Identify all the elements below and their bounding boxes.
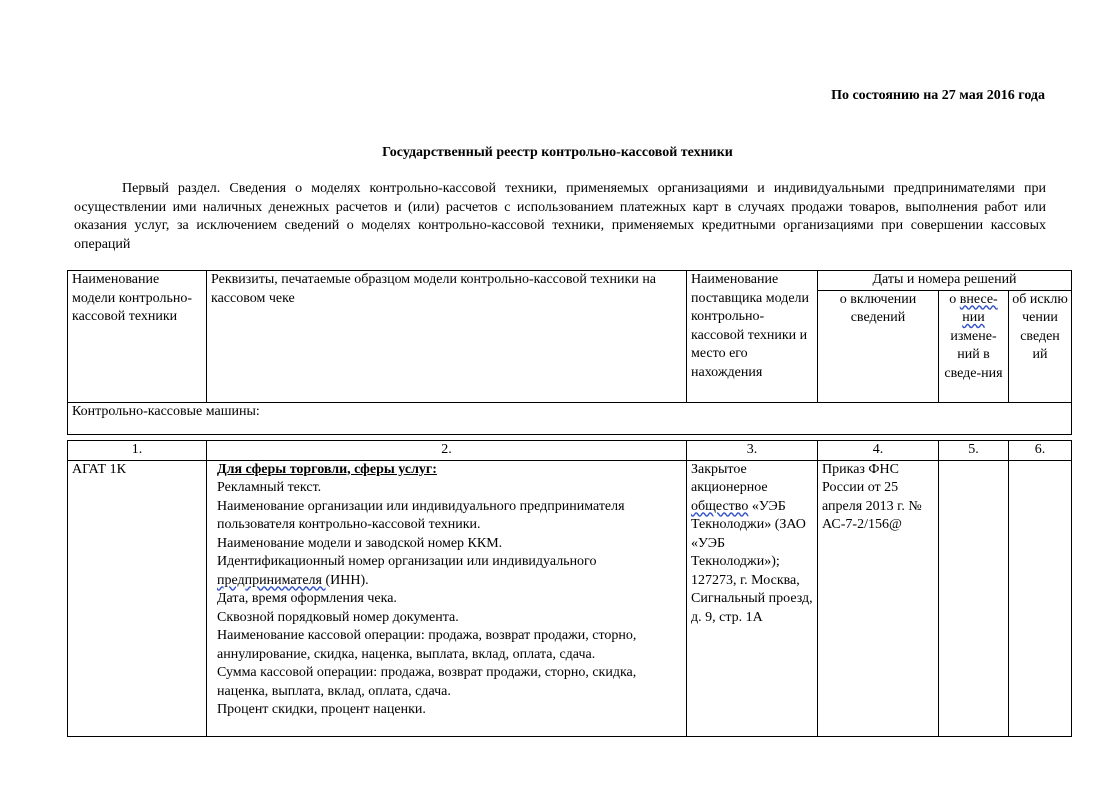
requisite-line: Сквозной порядковый номер документа.: [217, 609, 459, 625]
column-number: 1.: [68, 441, 207, 461]
header-inclusion: о включении сведений: [818, 290, 939, 402]
requisite-inn-word: предпринимателя: [217, 572, 326, 588]
column-number: 5.: [939, 441, 1009, 461]
supplier-text-b: общество: [691, 498, 749, 514]
header-requisites: Реквизиты, печатаемые образцом модели контрольно-кассовой техники на кассовом чеке: [207, 271, 687, 403]
header-exclusion: об исклю чении сведен ий: [1009, 290, 1072, 402]
header-decisions-group: Даты и номера решений: [818, 271, 1072, 291]
supplier-cell: [687, 460, 818, 736]
registry-table: [67, 440, 1072, 737]
requisites-heading: Для сферы торговли, сферы услуг:: [217, 461, 437, 477]
intro-paragraph: Первый раздел. Сведения о моделях контрольно-кассовой техники, применяемых организациями и индивидуальными предпринимателями при осуществлении ими наличных денежных расчетов и (или) расчетов с использованием платежных карт в случаях продажи товаров, выполнения работ или оказания услуг, за исключением сведений о моделях контрольно-кассовой техники, применяемых кредитными организациями при совершении кассовых операций: [74, 181, 1046, 252]
document-title: Государственный реестр контрольно-кассовой техники: [382, 145, 733, 160]
requisite-line-inn-text: Идентификационный номер организации или индивидуального: [217, 554, 597, 569]
status-date: По состоянию на 27 мая 2016 года: [831, 88, 1045, 103]
column-number: 2.: [207, 441, 687, 461]
column-numbers-row: [68, 441, 1072, 461]
column-number: 4.: [818, 441, 939, 461]
table-row: [68, 460, 1072, 736]
header-changes-part4: измене-ний в сведе-ния: [944, 328, 1003, 381]
requisite-line: Сумма кассовой операции: продажа, возврат продажи, сторно, скидка, наценка, выплата, вклад, оплата, сдача.: [217, 665, 637, 699]
column-number: 3.: [687, 441, 818, 461]
header-supplier: Наименование поставщика модели контрольно-кассовой техники и место его нахождения: [687, 271, 818, 403]
requisite-line: Дата, время оформления чека.: [217, 591, 397, 606]
section-label: Контрольно-кассовые машины:: [68, 402, 1072, 434]
header-model-name: Наименование модели контрольно-кассовой техники: [68, 271, 207, 403]
header-changes-part2: внесе-: [959, 291, 998, 307]
decision-cell: Приказ ФНС России от 25 апреля 2013 г. № АС-7-2/156@: [818, 460, 939, 736]
requisites-cell: [207, 460, 687, 736]
header-changes-part3: нии: [962, 310, 985, 325]
exclusion-cell: [1009, 460, 1072, 736]
requisite-line: Процент скидки, процент наценки.: [217, 702, 426, 717]
column-number: 6.: [1009, 441, 1072, 461]
requisite-inn-tail: (ИНН).: [325, 572, 369, 588]
requisite-line: Рекламный текст.: [217, 480, 322, 495]
header-changes: [939, 290, 1009, 402]
requisite-line: Наименование модели и заводской номер ККМ.: [217, 535, 503, 551]
supplier-text-a: Закрытое акционерное: [691, 461, 768, 495]
header-table: [67, 270, 1072, 435]
header-changes-part1: о: [949, 291, 960, 307]
requisite-line: Наименование организации или индивидуального предпринимателя пользователя контрольно-кассовой техники.: [217, 498, 625, 532]
changes-cell: [939, 460, 1009, 736]
model-name-cell: АГАТ 1К: [68, 460, 207, 736]
supplier-text-c: «УЭБ Текнолоджи» (ЗАО «УЭБ Текнолоджи»); 127273, г. Москва, Сигнальный проезд, д. 9, стр. 1А: [691, 498, 813, 625]
requisite-line: Наименование кассовой операции: продажа, возврат продажи, сторно, аннулирование, скидка, наценка, выплата, вклад, оплата, сдача.: [217, 628, 637, 662]
requisite-line-inn: [217, 553, 682, 590]
